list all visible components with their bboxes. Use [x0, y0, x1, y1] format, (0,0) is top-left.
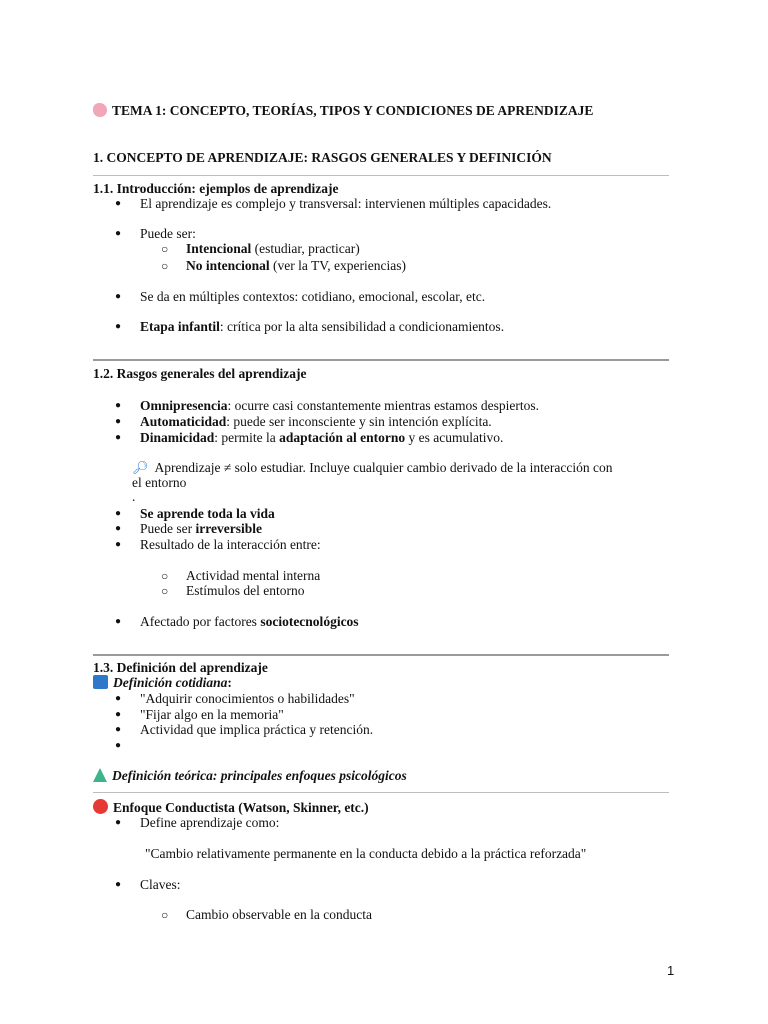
list-item: ● Se da en múltiples contextos: cotidiano, emocional, escolar, etc. [140, 289, 485, 305]
list-item: ● Actividad que implica práctica y retención. [140, 722, 373, 738]
list-item: ● El aprendizaje es complejo y transversal: intervienen múltiples capacidades. [140, 196, 551, 212]
list-item: ● Puede ser irreversible [140, 521, 262, 537]
list-item: ● Define aprendizaje como: [140, 815, 279, 831]
subsection-heading-1-3: 1.3. Definición del aprendizaje [93, 660, 268, 675]
magnifier-icon: 🔎︎ [132, 460, 149, 475]
cotidiana-heading: Definición cotidiana: [93, 675, 232, 691]
list-item: ● Automaticidad: puede ser inconsciente y sin intención explícita. [140, 414, 492, 430]
note: 🔎︎ Aprendizaje ≠ solo estudiar. Incluye cualquier cambio derivado de la interacción con [132, 460, 613, 475]
divider [93, 654, 669, 656]
conductista-heading: Enfoque Conductista (Watson, Skinner, etc.) [93, 799, 369, 816]
list-item: ● Resultado de la interacción entre: [140, 537, 321, 553]
divider [93, 175, 669, 176]
definition-quote: "Cambio relativamente permanente en la conducta debido a la práctica reforzada" [145, 846, 587, 861]
sub-list-item: ○ Intencional (estudiar, practicar) [186, 241, 360, 257]
subsection-heading-1-1: 1.1. Introducción: ejemplos de aprendizaje [93, 181, 339, 196]
note-continuation: el entorno [132, 475, 187, 490]
list-item: ● Afectado por factores sociotecnológicos [140, 614, 359, 630]
divider [93, 359, 669, 361]
brain-icon [93, 103, 107, 117]
section-heading: 1. CONCEPTO DE APRENDIZAJE: RASGOS GENERALES Y DEFINICIÓN [93, 150, 552, 165]
page-number: 1 [667, 963, 675, 978]
red-circle-icon [93, 799, 108, 814]
list-item: ● Omnipresencia: ocurre casi constantemente mientras estamos despiertos. [140, 398, 539, 414]
flask-icon [93, 768, 107, 782]
list-item: ● Puede ser: [140, 226, 196, 242]
divider [93, 792, 669, 793]
note-dot: . [132, 489, 136, 504]
document-title: TEMA 1: CONCEPTO, TEORÍAS, TIPOS Y CONDICIONES DE APRENDIZAJE [93, 103, 593, 119]
list-item: ● "Fijar algo en la memoria" [140, 707, 284, 723]
list-item: ● Dinamicidad: permite la adaptación al entorno y es acumulativo. [140, 430, 503, 446]
subsection-heading-1-2: 1.2. Rasgos generales del aprendizaje [93, 366, 307, 381]
teorica-heading: Definición teórica: principales enfoques psicológicos [93, 768, 407, 784]
sub-list-item: ○ Actividad mental interna [186, 568, 320, 584]
list-item: ● Se aprende toda la vida [140, 506, 275, 522]
sub-list-item: ○ No intencional (ver la TV, experiencias) [186, 258, 406, 274]
list-item: ● Claves: [140, 877, 181, 893]
sub-list-item: ○ Estímulos del entorno [186, 583, 305, 599]
book-icon [93, 675, 108, 689]
list-item: ● Etapa infantil: crítica por la alta sensibilidad a condicionamientos. [140, 319, 504, 335]
sub-list-item: ○ Cambio observable en la conducta [186, 907, 372, 923]
list-item: ● "Adquirir conocimientos o habilidades" [140, 691, 355, 707]
